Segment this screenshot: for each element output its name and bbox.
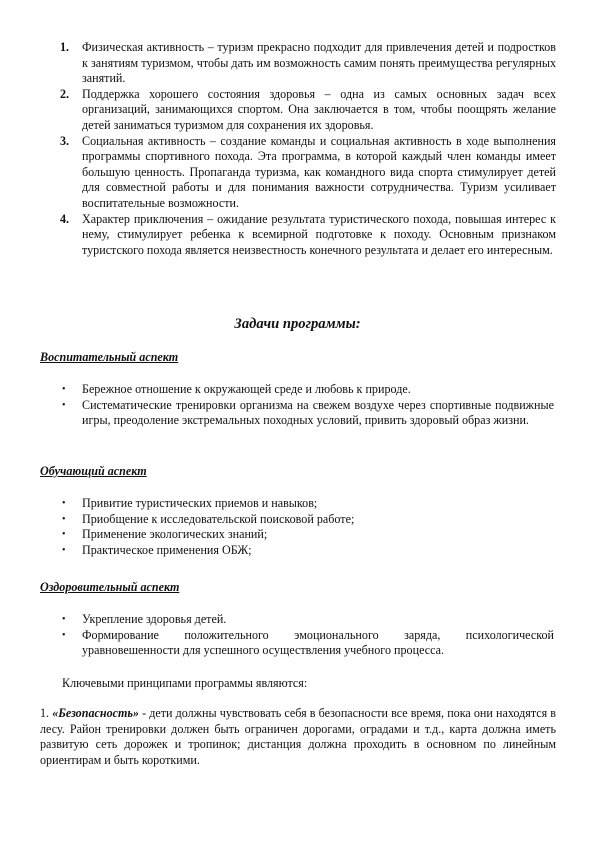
bullet-list-health: [62, 612, 554, 659]
section-title-educational: Воспитательный аспект: [40, 350, 179, 364]
bullet-icon: •: [62, 629, 66, 641]
item-text: Бережное отношение к окружающей среде и любовь к природе.: [82, 382, 411, 396]
section-title-health: Оздоровительный аспект: [40, 580, 180, 594]
list-item: [62, 512, 554, 528]
item-text: Привитие туристических приемов и навыков;: [82, 496, 318, 510]
list-item: [60, 212, 556, 259]
item-number: 3.: [60, 133, 70, 148]
item-text: Формирование положительного эмоционального заряда, психологической уравновешенности для успешного осуществления учебного процесса.: [82, 627, 554, 658]
list-item: [62, 527, 554, 543]
tasks-heading: Задачи программы:: [234, 316, 361, 332]
list-item: [60, 134, 556, 212]
principle-number: 1.: [40, 706, 50, 720]
list-item: [62, 398, 554, 429]
section-title-learning: Обучающий аспект: [40, 464, 147, 478]
principle-paragraph: [40, 706, 556, 768]
list-item: [62, 628, 554, 659]
list-item: [62, 496, 554, 512]
bullet-icon: •: [62, 399, 66, 411]
item-text: Укрепление здоровья детей.: [82, 612, 227, 626]
item-text: Практическое применения ОБЖ;: [82, 542, 252, 557]
bullet-icon: •: [62, 513, 66, 525]
list-item: [60, 87, 556, 134]
item-number: 1.: [60, 40, 70, 54]
list-item: [62, 382, 554, 398]
bullet-icon: •: [62, 498, 66, 509]
principles-intro: Ключевыми принципами программы являются:: [62, 676, 308, 690]
item-text: Применение экологических знаний;: [82, 527, 268, 542]
bullet-list-educational: [62, 382, 554, 429]
item-number: 2.: [60, 86, 70, 101]
item-text: Поддержка хорошего состояния здоровья – одна из самых основных задач всех организаций, занимающихся спортом. Она заключается в том, чтобы поощрять желание детей заниматься туризмом для сохранения их здоровья.: [82, 86, 556, 132]
item-text: Физическая активность – туризм прекрасно подходит для привлечения детей и подростков к занятиям туризмом, чтобы дать им возможность самим понять преимущества регулярных занятий.: [82, 40, 556, 86]
principle-text: - дети должны чувствовать себя в безопасности все время, пока они находятся в лесу. Район тренировки должен быть ограничен дорогами, оградами и т.д., карта должна иметь развитую сеть дорожек и тропинок; дистанция должна проходить в основном по линейным ориентирам и быть короткими.: [40, 706, 556, 767]
list-item: [62, 543, 554, 559]
bullet-icon: •: [62, 544, 66, 556]
bullet-icon: •: [62, 614, 66, 625]
bullet-icon: •: [62, 529, 66, 541]
principle-name: «Безопасность»: [52, 706, 139, 720]
intro-numbered-list: [60, 40, 556, 258]
item-text: Социальная активность – создание команды и социальная активность в ходе выполнения программы спортивного похода. Эта программа, в которой каждый член команды имеет большую ценность. Пропаганда туризма, как командного вида спорта стимулирует детей для совместной работы и для понимания важности сотрудничества. Туризм усиливает воспитательные возможности.: [82, 133, 556, 210]
list-item: [60, 40, 556, 87]
bullet-icon: •: [62, 384, 66, 395]
bullet-list-learning: [62, 496, 554, 558]
item-text: Характер приключения – ожидание результата туристического похода, повышая интерес к нему, стимулирует ребенка к всемирной подготовке к походу. Основным признаком туристского похода является неизвестность конечного результата и делает его интересным.: [82, 211, 556, 257]
item-text: Приобщение к исследовательской поисковой работе;: [82, 511, 355, 526]
list-item: [62, 612, 554, 628]
item-text: Систематические тренировки организма на свежем воздухе через спортивные подвижные игры, преодоление экстремальных походных условий, привить здоровый образ жизни.: [82, 397, 554, 428]
item-number: 4.: [60, 211, 70, 226]
